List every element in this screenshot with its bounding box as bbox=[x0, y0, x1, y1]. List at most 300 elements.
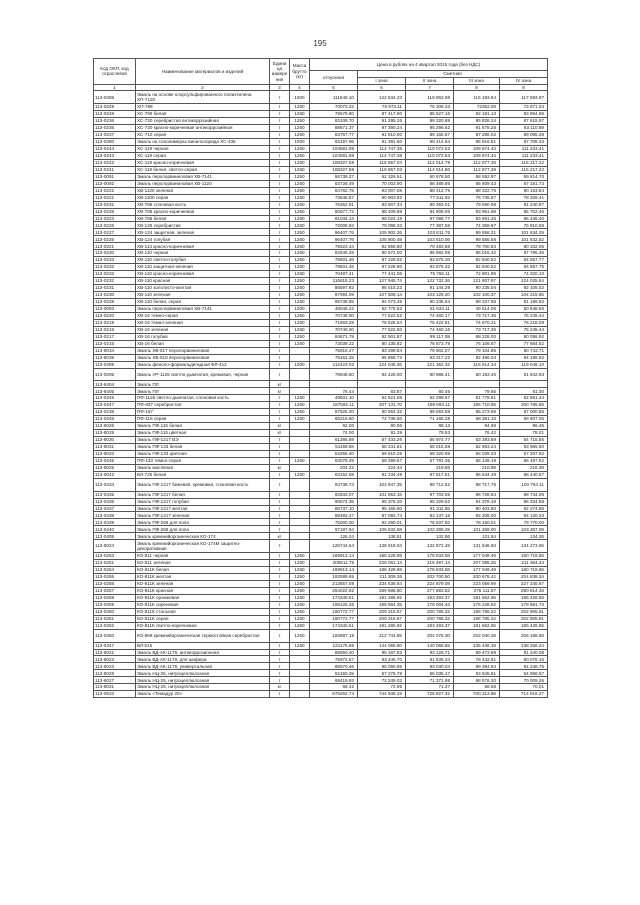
table-row bbox=[94, 104, 548, 111]
row-unit-code: 1260 bbox=[290, 333, 310, 340]
row-release-price: 81044.13 bbox=[310, 215, 358, 222]
row-release-price: 70748.00 bbox=[310, 312, 358, 319]
row-code: 113-8025 bbox=[94, 464, 136, 471]
row-unit-code: 1260 bbox=[290, 187, 310, 194]
table-row bbox=[94, 368, 548, 381]
row-unit-code: 1260 bbox=[290, 236, 310, 243]
row-zone1-price: 72.95 bbox=[358, 684, 406, 691]
row-unit: т bbox=[270, 271, 290, 278]
row-unit: кг bbox=[270, 388, 290, 395]
table-row bbox=[94, 278, 548, 285]
row-zone3-price: 83 961.98 bbox=[454, 208, 500, 215]
row-zone1-price: 87 417.90 bbox=[358, 111, 406, 118]
row-zone3-price: 198 785.22 bbox=[454, 615, 500, 622]
row-name: Эмаль на основе хлорсульфированного полиэтилена ХП-7120 bbox=[136, 91, 270, 104]
row-unit-code: 1260 bbox=[290, 271, 310, 278]
table-row bbox=[94, 194, 548, 201]
row-name: ВЛ-515 bbox=[136, 642, 270, 649]
row-release-price: 88492.27 bbox=[310, 512, 358, 519]
row-zone2-price: 95 329.52 bbox=[406, 498, 454, 505]
row-unit-code bbox=[290, 464, 310, 471]
row-zone3-price: 89 473.99 bbox=[454, 649, 500, 656]
table-row bbox=[94, 629, 548, 642]
row-zone2-price: 103 611.76 bbox=[406, 229, 454, 236]
row-release-price: 48045.22 bbox=[310, 305, 358, 312]
table-row bbox=[94, 464, 548, 471]
row-unit: кг bbox=[270, 423, 290, 430]
row-zone1-price: 77 622.50 bbox=[358, 326, 406, 333]
row-zone2-price: 85 527.16 bbox=[406, 111, 454, 118]
row-name: КО-811К оранжевая bbox=[136, 594, 270, 601]
row-unit: т bbox=[270, 587, 290, 594]
column-number-row bbox=[94, 84, 548, 91]
row-unit: т bbox=[270, 581, 290, 588]
row-zone3-price: 73 717.36 bbox=[454, 312, 500, 319]
row-unit: т bbox=[270, 450, 290, 457]
row-zone4-price: 73 871.04 bbox=[500, 104, 548, 111]
row-name: Эмаль «Темадур 20» bbox=[136, 691, 270, 698]
row-release-price: 75916.47 bbox=[310, 347, 358, 354]
row-release-price: 61386.89 bbox=[310, 437, 358, 444]
row-zone1-price: 82 290.01 bbox=[358, 519, 406, 526]
row-zone3-price: 68 381.10 bbox=[454, 416, 500, 423]
row-code: 113-8033 bbox=[94, 450, 136, 457]
row-code: 113-8031 bbox=[94, 443, 136, 450]
page-number: 195 bbox=[313, 39, 327, 48]
table-row bbox=[94, 264, 548, 271]
row-zone3-price: 98 717.75 bbox=[454, 478, 500, 491]
row-zone4-price: 94 120.33 bbox=[500, 512, 548, 519]
row-code: 113-0257 bbox=[94, 587, 136, 594]
row-zone2-price: 89 117.08 bbox=[406, 333, 454, 340]
row-code: 113-0235 bbox=[94, 125, 136, 132]
row-zone2-price: 89 414.84 bbox=[406, 139, 454, 146]
row-release-price: 169125.36 bbox=[310, 601, 358, 608]
row-zone3-price: 53 845.81 bbox=[454, 670, 500, 677]
row-code: 113-0218 bbox=[94, 326, 136, 333]
row-unit-code: 1260 bbox=[290, 594, 310, 601]
row-zone2-price: 204 076.30 bbox=[406, 629, 454, 642]
row-name: ХС-119 белая, светло-серая bbox=[136, 166, 270, 173]
row-zone1-price: 224.44 bbox=[358, 464, 406, 471]
row-zone4-price: 101 632.52 bbox=[500, 236, 548, 243]
row-unit-code: 1000 bbox=[290, 361, 310, 368]
row-release-price: 174340.51 bbox=[310, 594, 358, 601]
col-number: 1 bbox=[94, 84, 136, 91]
row-zone1-price: 118 857.03 bbox=[358, 166, 406, 173]
row-unit: кг bbox=[270, 381, 290, 388]
row-code: 113-0439 bbox=[94, 519, 136, 526]
row-unit-code bbox=[290, 423, 310, 430]
row-zone3-price: 181 662.65 bbox=[454, 622, 500, 629]
row-unit-code: 1260 bbox=[290, 257, 310, 264]
row-zone2-price: 103 129.20 bbox=[406, 292, 454, 299]
table-row bbox=[94, 512, 548, 519]
row-unit: т bbox=[270, 132, 290, 139]
row-zone1-price: 144 065.60 bbox=[358, 642, 406, 649]
row-zone3-price: 102 100.37 bbox=[454, 292, 500, 299]
row-zone3-price: 115 193.84 bbox=[454, 91, 500, 104]
row-release-price: 108327.59 bbox=[310, 166, 358, 173]
row-zone4-price: 104 215.85 bbox=[500, 292, 548, 299]
row-unit: т bbox=[270, 250, 290, 257]
row-zone1-price: 83 807.34 bbox=[358, 201, 406, 208]
row-unit: т bbox=[270, 622, 290, 629]
row-name: ВЛ-725 белая bbox=[136, 471, 270, 478]
row-zone2-price: 215 497.13 bbox=[406, 560, 454, 567]
row-name: Эмаль НЦ-25, нитроцеллюлозная bbox=[136, 684, 270, 691]
row-zone1-price: 83 446.70 bbox=[358, 656, 406, 663]
row-name: Эмаль НЦ-25, нитроцеллюлозная bbox=[136, 670, 270, 677]
row-code: 113-0288 bbox=[94, 91, 136, 104]
table-row bbox=[94, 587, 548, 594]
row-code: 113-0250 bbox=[94, 629, 136, 642]
row-unit-code: 1260 bbox=[290, 567, 310, 574]
row-zone1-price: 744 936.19 bbox=[358, 691, 406, 698]
row-code: 113-0225 bbox=[94, 236, 136, 243]
row-unit: т bbox=[270, 478, 290, 491]
row-zone4-price: 87 708.43 bbox=[500, 139, 548, 146]
row-zone1-price: 209 315.67 bbox=[358, 615, 406, 622]
row-name: ХВ-110 светло-голубая bbox=[136, 257, 270, 264]
row-code: 113-8405 bbox=[94, 388, 136, 395]
row-release-price: 174340.51 bbox=[310, 622, 358, 629]
table-row bbox=[94, 567, 548, 574]
row-zone3-price: 85 826.24 bbox=[454, 118, 500, 125]
table-row bbox=[94, 381, 548, 388]
row-zone4-price: 84 557.77 bbox=[500, 257, 548, 264]
row-unit: т bbox=[270, 347, 290, 354]
row-zone4-price: 280 814.48 bbox=[500, 587, 548, 594]
header-price-title: Цена в рублях на 4 квартал 2015 года (без НДС) bbox=[310, 59, 548, 71]
row-zone2-price: 58 320.99 bbox=[406, 450, 454, 457]
table-row bbox=[94, 526, 548, 533]
row-zone4-price: 81 240.87 bbox=[500, 201, 548, 208]
row-zone3-price: 68 576.30 bbox=[454, 677, 500, 684]
row-zone4-price: 83 894.86 bbox=[500, 111, 548, 118]
table-row bbox=[94, 229, 548, 236]
row-name: ХВ-124 голубая bbox=[136, 236, 270, 243]
row-name: ХВ-1120 зеленая bbox=[136, 187, 270, 194]
row-code: 113-8026 bbox=[94, 423, 136, 430]
row-unit-code bbox=[290, 381, 310, 388]
row-zone1-price: 83 299.84 bbox=[358, 347, 406, 354]
row-name: КО-811К красная bbox=[136, 587, 270, 594]
table-row bbox=[94, 361, 548, 368]
row-name: ХВ-785 красно-коричневая bbox=[136, 208, 270, 215]
row-code: 113-0434 bbox=[94, 478, 136, 491]
row-release-price: 87525.30 bbox=[310, 409, 358, 416]
row-unit: т bbox=[270, 319, 290, 326]
row-zone2-price: 219.59 bbox=[406, 464, 454, 471]
row-unit-code bbox=[290, 443, 310, 450]
row-zone1-price: 211 309.36 bbox=[358, 574, 406, 581]
table-row bbox=[94, 594, 548, 601]
row-name: Эмаль перхлорвиниловая ХВ-1120 bbox=[136, 180, 270, 187]
row-code: 113-0295 bbox=[94, 368, 136, 381]
row-unit: т bbox=[270, 333, 290, 340]
row-zone1-price: 78 625.54 bbox=[358, 319, 406, 326]
table-row bbox=[94, 236, 548, 243]
row-name: КО-811К стальная bbox=[136, 608, 270, 615]
table-row bbox=[94, 553, 548, 560]
row-zone4-price: 90 056.92 bbox=[500, 333, 548, 340]
row-release-price: 86650.40 bbox=[310, 649, 358, 656]
table-row bbox=[94, 560, 548, 567]
row-zone4-price: 103 367.08 bbox=[500, 526, 548, 533]
row-code: 113-0217 bbox=[94, 333, 136, 340]
row-code: 113-0390 bbox=[94, 139, 136, 146]
row-zone1-price: 80 135.82 bbox=[358, 340, 406, 347]
row-zone4-price: 80 078.16 bbox=[500, 656, 548, 663]
row-release-price: 84762.75 bbox=[310, 187, 358, 194]
table-row bbox=[94, 118, 548, 125]
row-name: Эмаль ПФ-266 для пола bbox=[136, 526, 270, 533]
row-zone3-price: 72 801.96 bbox=[454, 271, 500, 278]
row-zone2-price: 86 882.09 bbox=[406, 250, 454, 257]
row-release-price: 190772.77 bbox=[310, 608, 358, 615]
table-row bbox=[94, 409, 548, 416]
row-release-price: 78948.60 bbox=[310, 368, 358, 381]
row-zone3-price: 207 085.25 bbox=[454, 560, 500, 567]
row-zone2-price: 93 125.71 bbox=[406, 649, 454, 656]
row-unit-code bbox=[290, 478, 310, 491]
row-zone4-price: 89 095.39 bbox=[500, 132, 548, 139]
row-unit: т bbox=[270, 159, 290, 166]
row-unit: т bbox=[270, 104, 290, 111]
row-release-price: 79579.80 bbox=[310, 111, 358, 118]
row-unit: т bbox=[270, 229, 290, 236]
row-unit: т bbox=[270, 601, 290, 608]
row-zone4-price: 227 245.67 bbox=[500, 581, 548, 588]
row-zone3-price: 85 273.69 bbox=[454, 409, 500, 416]
row-name: КО-811К сиреневая bbox=[136, 601, 270, 608]
row-zone1-price: 122 534.23 bbox=[358, 91, 406, 104]
row-unit: т bbox=[270, 526, 290, 533]
row-zone1-price: 77 622.52 bbox=[358, 312, 406, 319]
row-unit-code bbox=[290, 684, 310, 691]
price-table bbox=[93, 58, 548, 698]
row-release-price: 96407.76 bbox=[310, 236, 358, 243]
row-unit-code bbox=[290, 540, 310, 553]
row-unit-code: 1260 bbox=[290, 615, 310, 622]
row-zone1-price: 118 857.04 bbox=[358, 159, 406, 166]
row-unit-code bbox=[290, 505, 310, 512]
row-zone3-price: 90 235.04 bbox=[454, 285, 500, 292]
header-release: отпускная bbox=[310, 71, 358, 85]
row-zone4-price: 88 440.57 bbox=[500, 471, 548, 478]
row-release-price: 76362.91 bbox=[310, 201, 358, 208]
row-unit-code bbox=[290, 649, 310, 656]
row-zone3-price: 76 106.67 bbox=[454, 340, 500, 347]
row-unit: т bbox=[270, 540, 290, 553]
row-unit: т bbox=[270, 91, 290, 104]
row-zone3-price: 79.65 bbox=[454, 388, 500, 395]
col-number: 5 bbox=[310, 84, 358, 91]
row-release-price: 83109.70 bbox=[310, 118, 358, 125]
row-zone4-price: 117 593.97 bbox=[500, 91, 548, 104]
row-zone4-price: 80 332.05 bbox=[500, 243, 548, 250]
row-name: Эмаль ПФ-115 белая bbox=[136, 423, 270, 430]
row-unit: т bbox=[270, 615, 290, 622]
row-zone4-price: 75 245.44 bbox=[500, 326, 548, 333]
row-zone1-price: 186 428.69 bbox=[358, 567, 406, 574]
row-code: 113-0247 bbox=[94, 402, 136, 409]
row-code: 113-8027 bbox=[94, 677, 136, 684]
row-unit: т bbox=[270, 649, 290, 656]
row-unit: т bbox=[270, 368, 290, 381]
table-row bbox=[94, 319, 548, 326]
row-code: 113-0237 bbox=[94, 132, 136, 139]
row-zone1-price: 127 946.74 bbox=[358, 278, 406, 285]
row-zone4-price: 93 110.89 bbox=[500, 125, 548, 132]
row-zone4-price: 84 195.92 bbox=[500, 354, 548, 361]
row-name: Эмаль ПФ-266 для пола bbox=[136, 519, 270, 526]
row-zone2-price: 80.45 bbox=[406, 388, 454, 395]
row-unit: кг bbox=[270, 430, 290, 437]
row-unit: т bbox=[270, 608, 290, 615]
row-code: 113-8025 bbox=[94, 430, 136, 437]
row-unit-code bbox=[290, 368, 310, 381]
row-code: 113-0436 bbox=[94, 498, 136, 505]
row-zone4-price: 202 905.91 bbox=[500, 615, 548, 622]
row-name: Эмаль феноло-формальдегидная ФЛ-412 bbox=[136, 361, 270, 368]
table-row bbox=[94, 166, 548, 173]
row-name: ПФ-167 bbox=[136, 409, 270, 416]
row-zone2-price: 71.37 bbox=[406, 684, 454, 691]
row-release-price: 97187.94 bbox=[310, 526, 358, 533]
row-zone4-price: 185 428.55 bbox=[500, 594, 548, 601]
row-name: ХС-710 серая bbox=[136, 132, 270, 139]
row-unit-code: 1260 bbox=[290, 229, 310, 236]
row-release-price: 83767.77 bbox=[310, 132, 358, 139]
table-row bbox=[94, 443, 548, 450]
row-release-price: 75523.44 bbox=[310, 243, 358, 250]
row-name: ХВ-110 белая, серая bbox=[136, 298, 270, 305]
row-unit-code: 1260 bbox=[290, 319, 310, 326]
row-name: КО-811К серая bbox=[136, 615, 270, 622]
row-zone1-price: 80 903.92 bbox=[358, 194, 406, 201]
row-zone4-price: 91 189.92 bbox=[500, 298, 548, 305]
row-unit: т bbox=[270, 361, 290, 368]
row-code: 113-0435 bbox=[94, 491, 136, 498]
row-code: 113-0232 bbox=[94, 278, 136, 285]
row-release-price: 169913.14 bbox=[310, 567, 358, 574]
row-code: 113-0255 bbox=[94, 574, 136, 581]
row-unit-code: 1260 bbox=[290, 104, 310, 111]
row-unit-code: 1260 bbox=[290, 629, 310, 642]
table-row bbox=[94, 347, 548, 354]
row-zone4-price: 101 634.29 bbox=[500, 229, 548, 236]
table-body bbox=[94, 91, 548, 698]
row-unit-code: 1260 bbox=[290, 180, 310, 187]
row-zone2-price: 74 460.17 bbox=[406, 312, 454, 319]
table-row bbox=[94, 581, 548, 588]
row-unit-code: 1260 bbox=[290, 243, 310, 250]
row-zone2-price: 178 833.58 bbox=[406, 553, 454, 560]
row-zone3-price: 700 313.86 bbox=[454, 691, 500, 698]
table-row bbox=[94, 305, 548, 312]
table-row bbox=[94, 152, 548, 159]
table-row bbox=[94, 208, 548, 215]
row-unit: т bbox=[270, 187, 290, 194]
row-zone1-price: 97 390.24 bbox=[358, 125, 406, 132]
row-code: 113-0232 bbox=[94, 264, 136, 271]
table-row bbox=[94, 354, 548, 361]
table-row bbox=[94, 250, 548, 257]
row-code: 113-0221 bbox=[94, 194, 136, 201]
table-row bbox=[94, 132, 548, 139]
row-unit-code: 1260 bbox=[290, 152, 310, 159]
row-zone3-price: 99 556.58 bbox=[454, 236, 500, 243]
row-unit: т bbox=[270, 491, 290, 498]
row-zone1-price: 91 234.49 bbox=[358, 471, 406, 478]
row-zone2-price: 75 766.11 bbox=[406, 271, 454, 278]
row-zone2-price: 79 902.07 bbox=[406, 347, 454, 354]
row-code: 113-0347 bbox=[94, 642, 136, 649]
row-zone3-price: 83 691.25 bbox=[454, 215, 500, 222]
row-zone3-price: 78 700.83 bbox=[454, 243, 500, 250]
row-name: ХВ-110 зеленая bbox=[136, 292, 270, 299]
row-code: 113-0438 bbox=[94, 512, 136, 519]
table-row bbox=[94, 457, 548, 464]
row-unit: т bbox=[270, 471, 290, 478]
row-zone4-price: 53 965.60 bbox=[500, 443, 548, 450]
col-number: 3 bbox=[270, 84, 290, 91]
row-release-price bbox=[310, 381, 358, 388]
row-unit-code: 1260 bbox=[290, 622, 310, 629]
row-zone3-price: 84.68 bbox=[454, 423, 500, 430]
row-zone2-price: 178 004.43 bbox=[406, 601, 454, 608]
row-zone4-price: 54 968.57 bbox=[500, 670, 548, 677]
row-code: 113-0231 bbox=[94, 201, 136, 208]
col-number: 2 bbox=[136, 84, 270, 91]
row-zone3-price: 181 662.65 bbox=[454, 594, 500, 601]
row-release-price: 169913.14 bbox=[310, 553, 358, 560]
row-zone1-price: 72 249.02 bbox=[358, 677, 406, 684]
row-unit-code: 1260 bbox=[290, 146, 310, 153]
row-zone3-price: 176 228.62 bbox=[454, 601, 500, 608]
table-header bbox=[94, 59, 548, 91]
row-zone3-price: 65 139.19 bbox=[454, 457, 500, 464]
row-unit-code bbox=[290, 519, 310, 526]
row-zone4-price: 59 814.70 bbox=[500, 173, 548, 180]
row-unit-code: 1260 bbox=[290, 457, 310, 464]
table-row bbox=[94, 533, 548, 540]
row-unit-code: 1260 bbox=[290, 285, 310, 292]
row-code: 113-8028 bbox=[94, 670, 136, 677]
row-code: 113-0258 bbox=[94, 594, 136, 601]
row-code: 113-8031 bbox=[94, 684, 136, 691]
row-unit-code: 1260 bbox=[290, 159, 310, 166]
row-zone4-price: 202 905.91 bbox=[500, 608, 548, 615]
row-zone2-price: 71 165.28 bbox=[406, 416, 454, 423]
row-zone1-price: 87 228.80 bbox=[358, 264, 406, 271]
row-release-price: 126.24 bbox=[310, 533, 358, 540]
row-release-price: 75972.57 bbox=[310, 656, 358, 663]
row-release-price: 70497.41 bbox=[310, 271, 358, 278]
row-zone3-price: 121 507.97 bbox=[454, 278, 500, 285]
row-zone4-price: 87 000.85 bbox=[500, 409, 548, 416]
row-code: 113-8404 bbox=[94, 381, 136, 388]
row-code: 113-0238 bbox=[94, 409, 136, 416]
row-unit-code bbox=[290, 347, 310, 354]
row-name: ХВ-110 красно-коричневая bbox=[136, 271, 270, 278]
row-code: 113-0230 bbox=[94, 250, 136, 257]
row-zone3-price: 82 181.13 bbox=[454, 111, 500, 118]
row-unit-code: 1000 bbox=[290, 91, 310, 104]
row-name: ПФ-133 темно-серая bbox=[136, 457, 270, 464]
